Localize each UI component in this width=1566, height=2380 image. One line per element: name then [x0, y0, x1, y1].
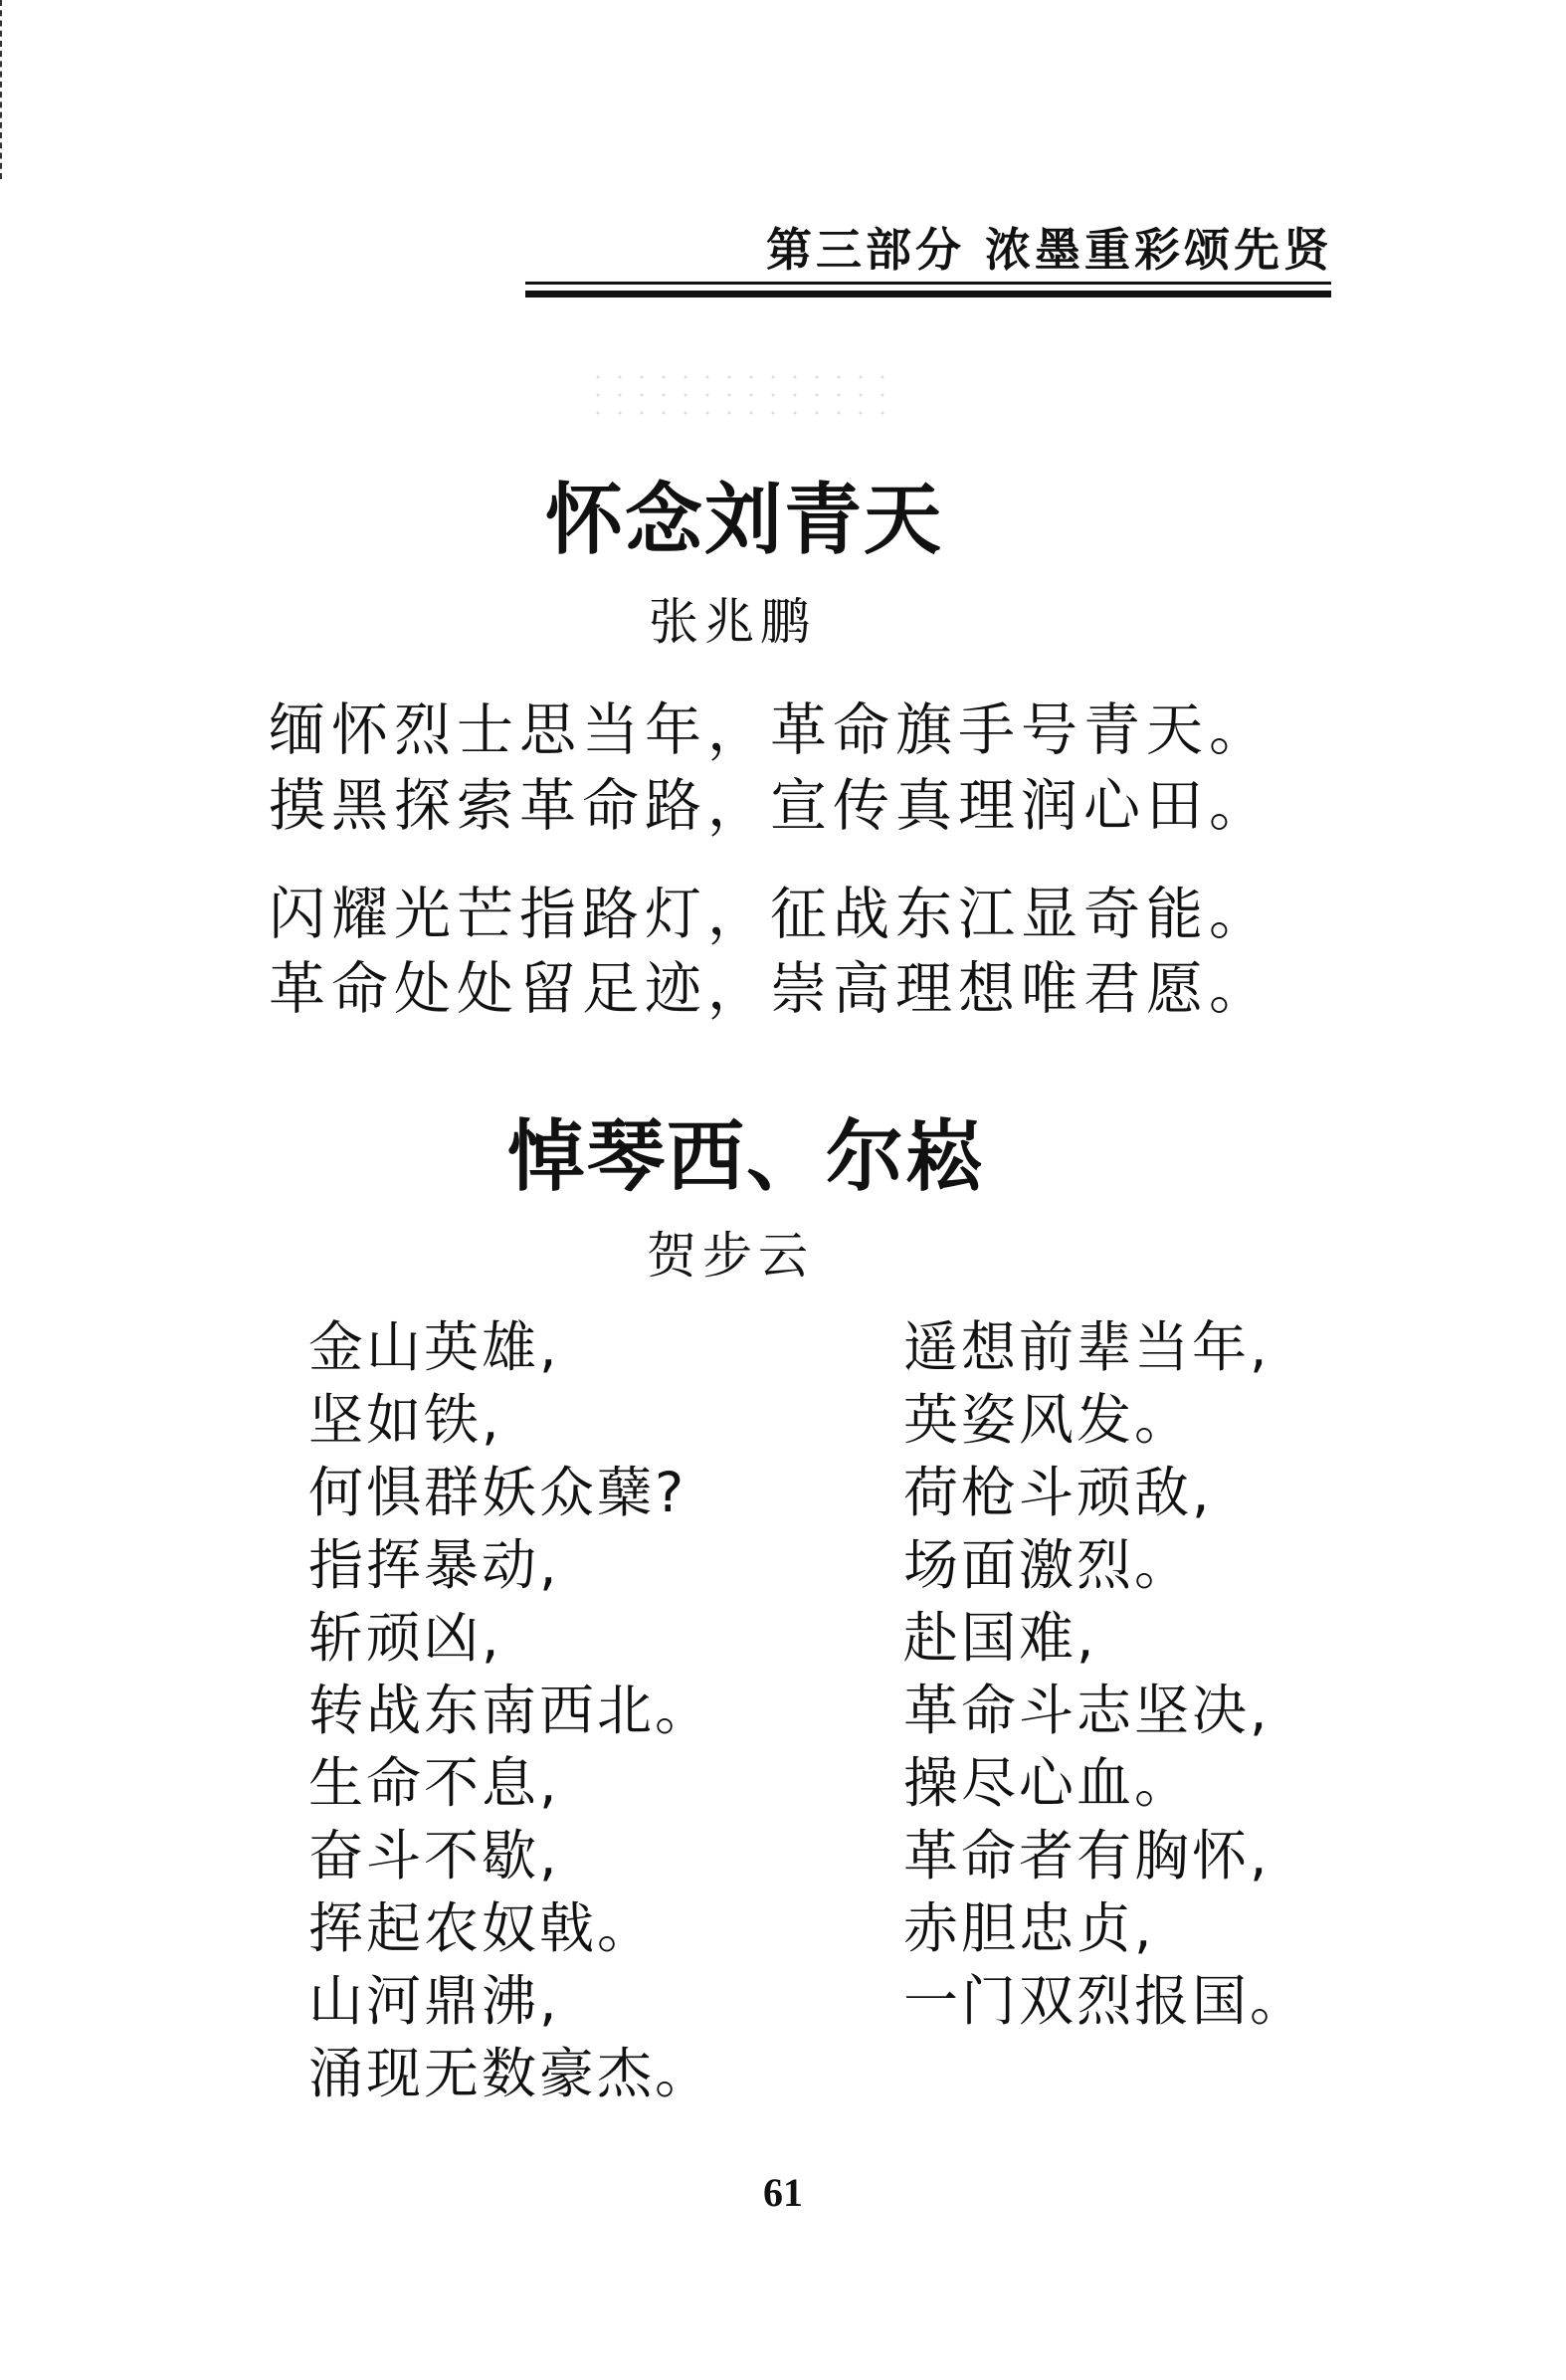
verse-line: 革命斗志坚决,: [903, 1679, 1271, 1742]
verse-line: 挥起农奴戟。: [308, 1896, 656, 1960]
verse-line: 操尽心血。: [903, 1751, 1193, 1815]
poem-right-column: [903, 1311, 1307, 2038]
verse-line: 场面激烈。: [903, 1533, 1193, 1597]
verse-line: 生命不息,: [308, 1751, 560, 1815]
verse-line: 一门双烈报国。: [903, 1969, 1308, 2033]
verse-line: 闪耀光芒指路灯，征战东江显奇能。: [269, 882, 1272, 947]
verse-line: 金山英雄,: [308, 1315, 560, 1379]
poem-title: 悼琴西、尔崧: [507, 1111, 986, 1202]
poem-author: 张兆鹏: [649, 593, 816, 651]
verse-line: 遥想前辈当年,: [903, 1315, 1271, 1379]
verse-line: 奋斗不歇,: [308, 1824, 560, 1887]
poem-author: 贺步云: [647, 1227, 814, 1285]
verse-line: 山河鼎沸,: [308, 1969, 560, 2033]
verse-line: 革命处处留足迹，崇高理想唯君愿。: [269, 956, 1272, 1022]
verse-line: 赤胆忠贞,: [903, 1896, 1155, 1960]
verse-line: 指挥暴动,: [308, 1533, 560, 1597]
verse-line: 何惧群妖众蘖?: [308, 1461, 687, 1524]
scan-edge-mark: [0, 0, 5, 179]
verse-line: 摸黑探索革命路，宣传真理润心田。: [269, 773, 1272, 839]
verse-line: 荷枪斗顽敌,: [903, 1461, 1213, 1524]
verse-line: 赴国难,: [903, 1606, 1097, 1670]
verse-line: 转战东南西北。: [308, 1679, 713, 1742]
scan-speckle: [587, 368, 885, 428]
header-rule-thin: [525, 282, 1331, 285]
poem-left-column: [308, 1311, 712, 2110]
verse-line: 英姿风发。: [903, 1388, 1193, 1452]
page-number: 61: [763, 2170, 803, 2215]
verse-line: 缅怀烈士思当年，革命旗手号青天。: [269, 697, 1272, 763]
verse-line: 坚如铁,: [308, 1388, 502, 1452]
header-rule-thick: [525, 291, 1331, 298]
poem-title: 怀念刘青天: [545, 475, 944, 565]
verse-line: 革命者有胸怀,: [903, 1824, 1271, 1887]
verse-line: 涌现无数豪杰。: [308, 2042, 713, 2105]
running-head: 第三部分 浓墨重彩颂先贤: [765, 223, 1333, 277]
verse-line: 斩顽凶,: [308, 1606, 502, 1670]
